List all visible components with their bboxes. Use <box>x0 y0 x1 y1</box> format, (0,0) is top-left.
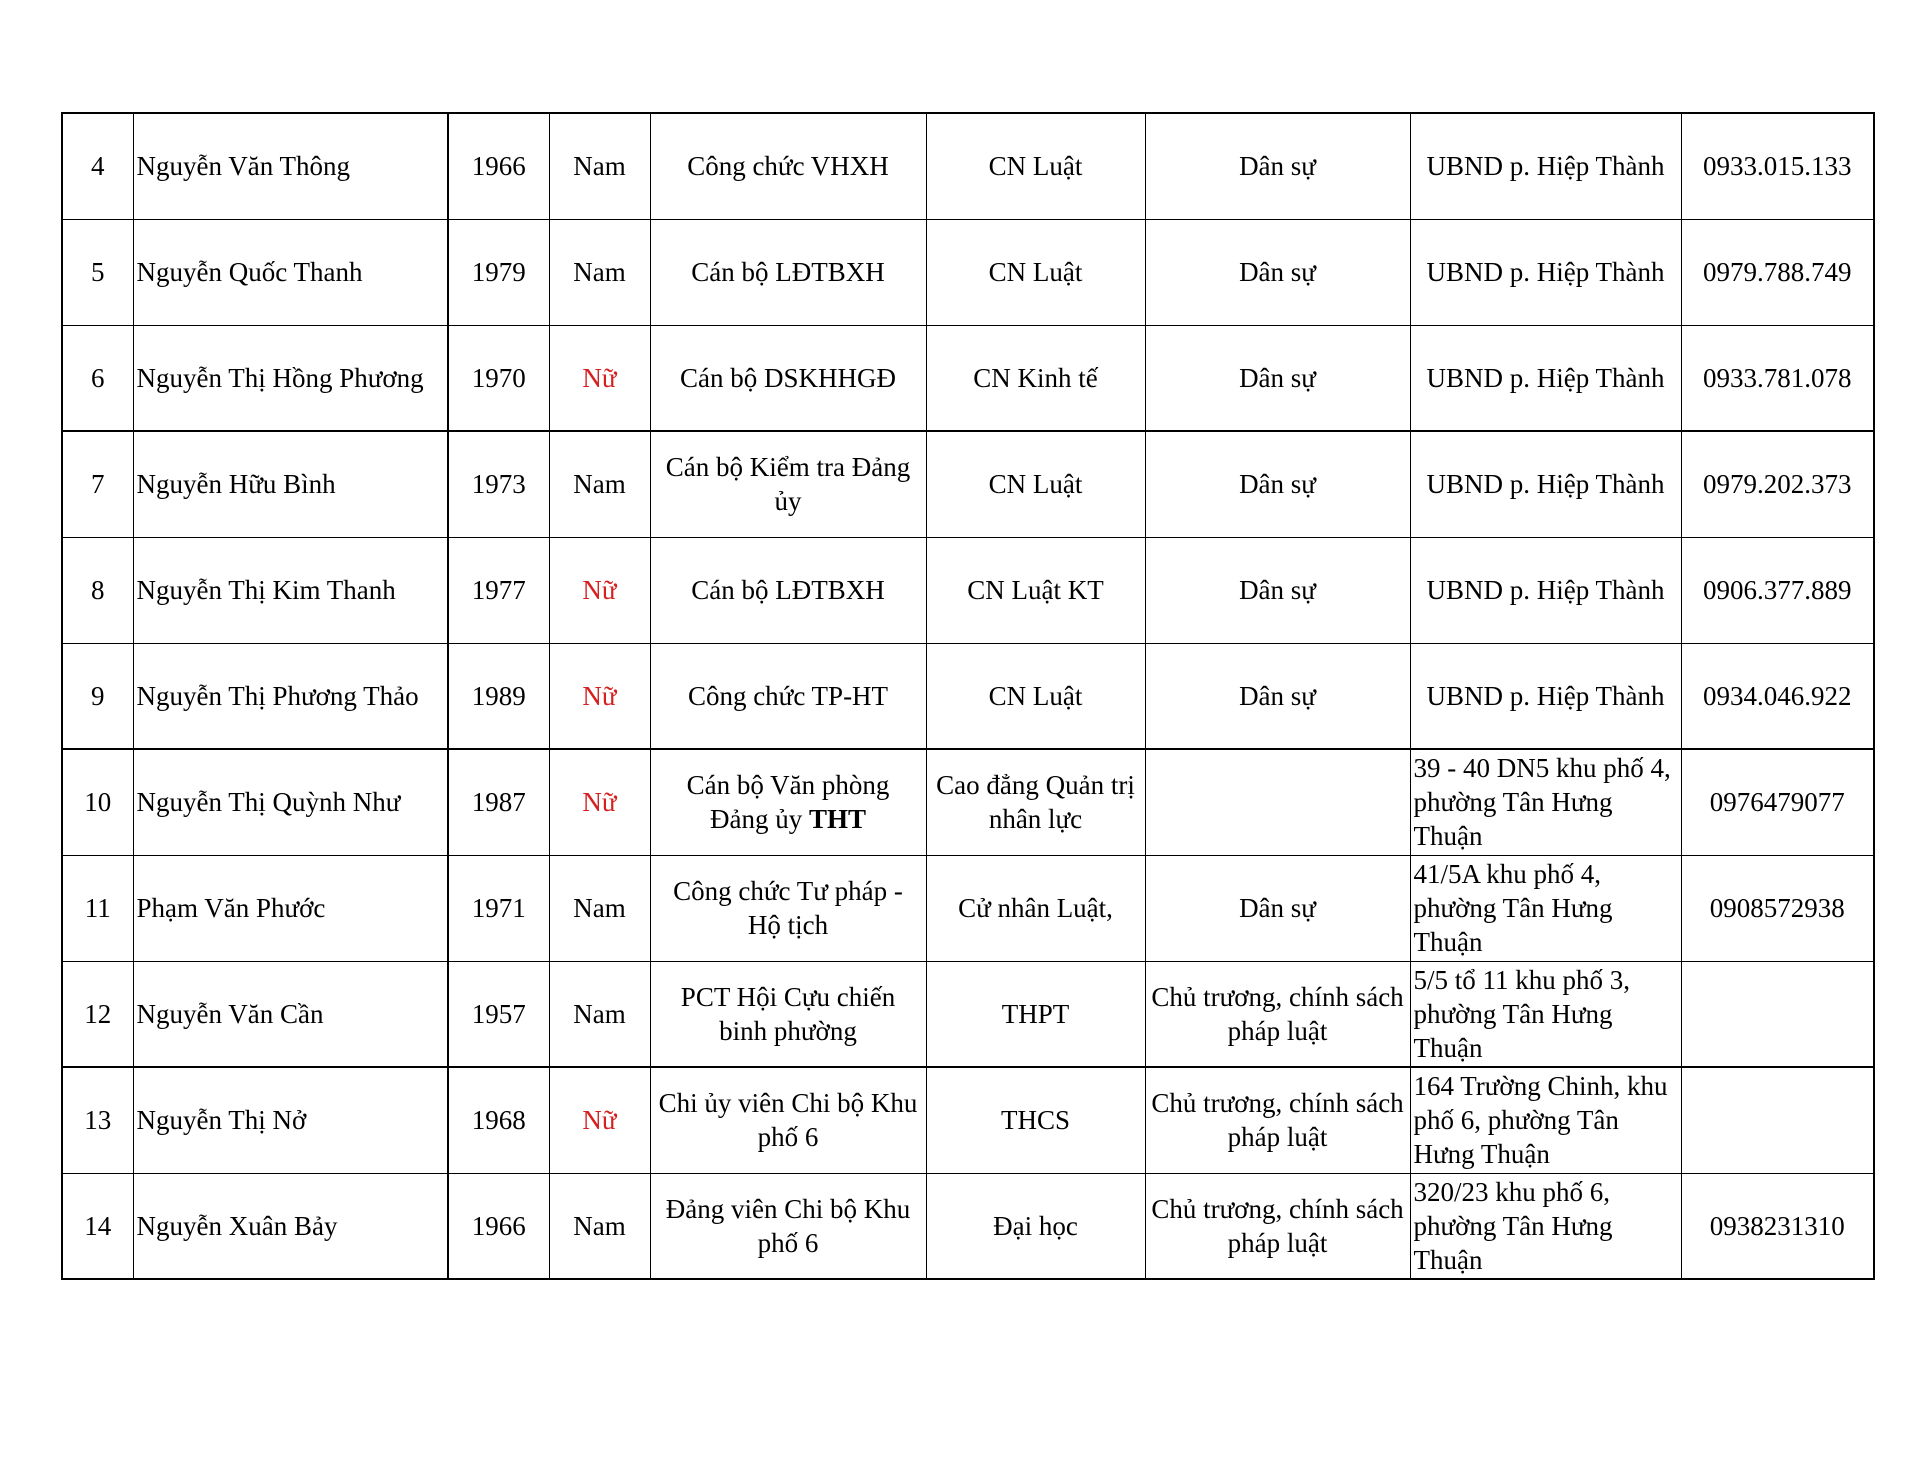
gender-cell: Nữ <box>549 1067 650 1173</box>
table-row <box>62 219 1874 325</box>
table-body <box>62 113 1874 1279</box>
position-text: Chi ủy viên Chi bộ Khu phố 6 <box>658 1088 918 1153</box>
phone-cell: 0979.788.749 <box>1681 219 1874 325</box>
name-cell: Nguyễn Xuân Bảy <box>133 1173 448 1279</box>
phone-cell <box>1681 1067 1874 1173</box>
birth-year-cell: 1966 <box>448 113 549 219</box>
name-cell: Nguyễn Văn Thông <box>133 113 448 219</box>
phone-cell: 0934.046.922 <box>1681 643 1874 749</box>
gender-cell: Nam <box>549 113 650 219</box>
position-text: Cán bộ Kiểm tra Đảng ủy <box>665 452 911 517</box>
row-number-cell: 14 <box>62 1173 133 1279</box>
name-cell: Phạm Văn Phước <box>133 855 448 961</box>
position-cell <box>650 961 926 1067</box>
birth-year-cell: 1987 <box>448 749 549 855</box>
address-cell: 39 - 40 DN5 khu phố 4, phường Tân Hưng Thuận <box>1410 749 1681 855</box>
phone-cell: 0933.781.078 <box>1681 325 1874 431</box>
table-row <box>62 113 1874 219</box>
field-cell: Dân sự <box>1145 431 1410 537</box>
table-row <box>62 1173 1874 1279</box>
birth-year-cell: 1989 <box>448 643 549 749</box>
position-text: Đảng viên Chi bộ Khu phố 6 <box>665 1193 911 1258</box>
birth-year-cell: 1977 <box>448 537 549 643</box>
position-cell <box>650 1173 926 1279</box>
phone-cell <box>1681 961 1874 1067</box>
education-cell: CN Kinh tế <box>926 325 1145 431</box>
position-text: Công chức VHXH <box>687 151 889 182</box>
phone-cell: 0938231310 <box>1681 1173 1874 1279</box>
birth-year-cell: 1957 <box>448 961 549 1067</box>
phone-cell: 0979.202.373 <box>1681 431 1874 537</box>
name-cell: Nguyễn Thị Nở <box>133 1067 448 1173</box>
position-text: Cán bộ Văn phòng Đảng ủy <box>686 770 890 835</box>
gender-cell: Nam <box>549 1173 650 1279</box>
table-row <box>62 749 1874 855</box>
address-cell: UBND p. Hiệp Thành <box>1410 113 1681 219</box>
gender-cell: Nam <box>549 219 650 325</box>
phone-cell: 0976479077 <box>1681 749 1874 855</box>
field-cell: Dân sự <box>1145 325 1410 431</box>
position-bold-text: THT <box>808 804 866 835</box>
birth-year-cell: 1970 <box>448 325 549 431</box>
row-number-cell: 8 <box>62 537 133 643</box>
address-cell: UBND p. Hiệp Thành <box>1410 431 1681 537</box>
gender-cell: Nữ <box>549 537 650 643</box>
address-cell: 164 Trường Chinh, khu phố 6, phường Tân Hưng Thuận <box>1410 1067 1681 1173</box>
phone-cell: 0908572938 <box>1681 855 1874 961</box>
gender-cell: Nữ <box>549 643 650 749</box>
position-text: Cán bộ LĐTBXH <box>691 575 885 605</box>
education-cell: THPT <box>926 961 1145 1067</box>
row-number-cell: 11 <box>62 855 133 961</box>
name-cell: Nguyễn Hữu Bình <box>133 431 448 537</box>
education-cell: Cao đẳng Quản trị nhân lực <box>926 749 1145 855</box>
member-table <box>61 112 1875 1280</box>
phone-cell: 0933.015.133 <box>1681 113 1874 219</box>
name-cell: Nguyễn Thị Kim Thanh <box>133 537 448 643</box>
birth-year-cell: 1971 <box>448 855 549 961</box>
row-number-cell: 13 <box>62 1067 133 1173</box>
table-row <box>62 325 1874 431</box>
field-cell: Dân sự <box>1145 219 1410 325</box>
table-row <box>62 643 1874 749</box>
position-cell <box>650 855 926 961</box>
field-cell: Chủ trương, chính sách pháp luật <box>1145 961 1410 1067</box>
field-cell: Chủ trương, chính sách pháp luật <box>1145 1173 1410 1279</box>
table-row <box>62 961 1874 1067</box>
gender-cell: Nữ <box>549 749 650 855</box>
position-cell <box>650 113 926 219</box>
table-row <box>62 431 1874 537</box>
field-cell: Dân sự <box>1145 537 1410 643</box>
birth-year-cell: 1973 <box>448 431 549 537</box>
position-cell <box>650 1067 926 1173</box>
address-cell: 320/23 khu phố 6, phường Tân Hưng Thuận <box>1410 1173 1681 1279</box>
field-cell: Chủ trương, chính sách pháp luật <box>1145 1067 1410 1173</box>
position-cell <box>650 219 926 325</box>
name-cell: Nguyễn Thị Quỳnh Như <box>133 749 448 855</box>
position-text: Công chức Tư pháp - Hộ tịch <box>673 876 903 940</box>
row-number-cell: 7 <box>62 431 133 537</box>
table-row <box>62 1067 1874 1173</box>
address-cell: UBND p. Hiệp Thành <box>1410 325 1681 431</box>
birth-year-cell: 1968 <box>448 1067 549 1173</box>
address-cell: UBND p. Hiệp Thành <box>1410 643 1681 749</box>
name-cell: Nguyễn Thị Hồng Phương <box>133 325 448 431</box>
gender-cell: Nữ <box>549 325 650 431</box>
position-text: Công chức TP-HT <box>687 680 889 711</box>
education-cell: CN Luật <box>926 113 1145 219</box>
position-cell <box>650 325 926 431</box>
gender-cell: Nam <box>549 431 650 537</box>
position-cell <box>650 537 926 643</box>
address-cell: UBND p. Hiệp Thành <box>1410 537 1681 643</box>
position-cell <box>650 749 926 855</box>
birth-year-cell: 1966 <box>448 1173 549 1279</box>
row-number-cell: 9 <box>62 643 133 749</box>
row-number-cell: 10 <box>62 749 133 855</box>
field-cell: Dân sự <box>1145 855 1410 961</box>
education-cell: Cử nhân Luật, <box>926 855 1145 961</box>
education-cell: CN Luật <box>926 431 1145 537</box>
position-cell <box>650 643 926 749</box>
position-text: Cán bộ DSKHHGĐ <box>680 362 896 393</box>
phone-cell: 0906.377.889 <box>1681 537 1874 643</box>
address-cell: 5/5 tổ 11 khu phố 3, phường Tân Hưng Thuận <box>1410 961 1681 1067</box>
field-cell <box>1145 749 1410 855</box>
row-number-cell: 6 <box>62 325 133 431</box>
education-cell: Đại học <box>926 1173 1145 1279</box>
birth-year-cell: 1979 <box>448 219 549 325</box>
gender-cell: Nam <box>549 855 650 961</box>
address-cell: 41/5A khu phố 4, phường Tân Hưng Thuận <box>1410 855 1681 961</box>
education-cell: CN Luật <box>926 643 1145 749</box>
address-cell: UBND p. Hiệp Thành <box>1410 219 1681 325</box>
name-cell: Nguyễn Thị Phương Thảo <box>133 643 448 749</box>
row-number-cell: 12 <box>62 961 133 1067</box>
position-text: Cán bộ LĐTBXH <box>691 257 885 287</box>
education-cell: CN Luật <box>926 219 1145 325</box>
position-cell <box>650 431 926 537</box>
table-row <box>62 537 1874 643</box>
education-cell: CN Luật KT <box>926 537 1145 643</box>
name-cell: Nguyễn Văn Cần <box>133 961 448 1067</box>
table-row <box>62 855 1874 961</box>
name-cell: Nguyễn Quốc Thanh <box>133 219 448 325</box>
row-number-cell: 5 <box>62 219 133 325</box>
row-number-cell: 4 <box>62 113 133 219</box>
gender-cell: Nam <box>549 961 650 1067</box>
field-cell: Dân sự <box>1145 113 1410 219</box>
education-cell: THCS <box>926 1067 1145 1173</box>
position-text: PCT Hội Cựu chiến binh phường <box>680 981 896 1046</box>
field-cell: Dân sự <box>1145 643 1410 749</box>
